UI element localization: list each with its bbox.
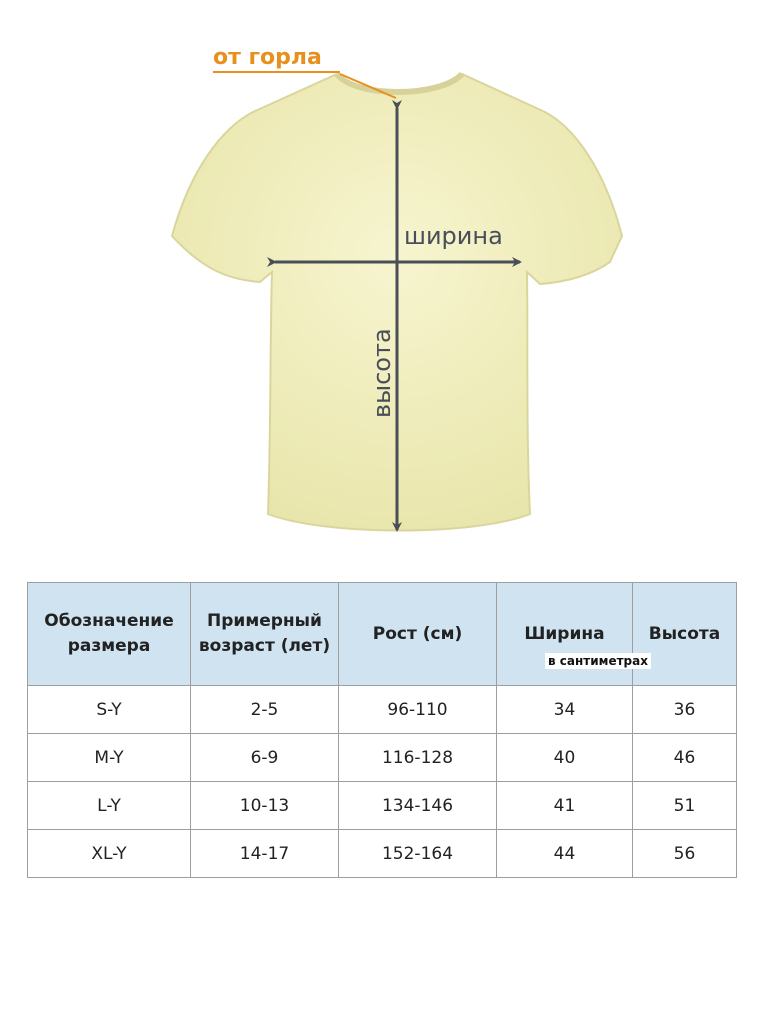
cell-length: 36	[633, 686, 737, 734]
table-row	[28, 782, 737, 830]
header-width: Ширина	[497, 583, 633, 686]
table-row	[28, 734, 737, 782]
cell-width: 44	[497, 830, 633, 878]
cell-height-cm: 152-164	[339, 830, 497, 878]
cell-length: 46	[633, 734, 737, 782]
cell-size: S-Y	[28, 686, 191, 734]
header-approx-age: Примерный возраст (лет)	[191, 583, 339, 686]
height-label: высота	[368, 328, 396, 418]
cell-age: 6-9	[191, 734, 339, 782]
cell-length: 51	[633, 782, 737, 830]
header-size-designation: Обозначение размера	[28, 583, 191, 686]
cell-height-cm: 116-128	[339, 734, 497, 782]
cell-width: 34	[497, 686, 633, 734]
width-label: ширина	[404, 222, 503, 250]
table-row	[28, 686, 737, 734]
cell-size: L-Y	[28, 782, 191, 830]
cell-age: 14-17	[191, 830, 339, 878]
table-header-row	[28, 583, 737, 686]
header-height-cm: Рост (см)	[339, 583, 497, 686]
cell-height-cm: 96-110	[339, 686, 497, 734]
table-row	[28, 830, 737, 878]
cell-age: 10-13	[191, 782, 339, 830]
unit-note: в сантиметрах	[545, 653, 651, 669]
cell-age: 2-5	[191, 686, 339, 734]
cell-size: M-Y	[28, 734, 191, 782]
neck-label: от горла	[213, 45, 322, 70]
header-height: Высота	[633, 583, 737, 686]
size-table	[27, 582, 737, 878]
cell-height-cm: 134-146	[339, 782, 497, 830]
cell-length: 56	[633, 830, 737, 878]
cell-width: 41	[497, 782, 633, 830]
cell-size: XL-Y	[28, 830, 191, 878]
cell-width: 40	[497, 734, 633, 782]
